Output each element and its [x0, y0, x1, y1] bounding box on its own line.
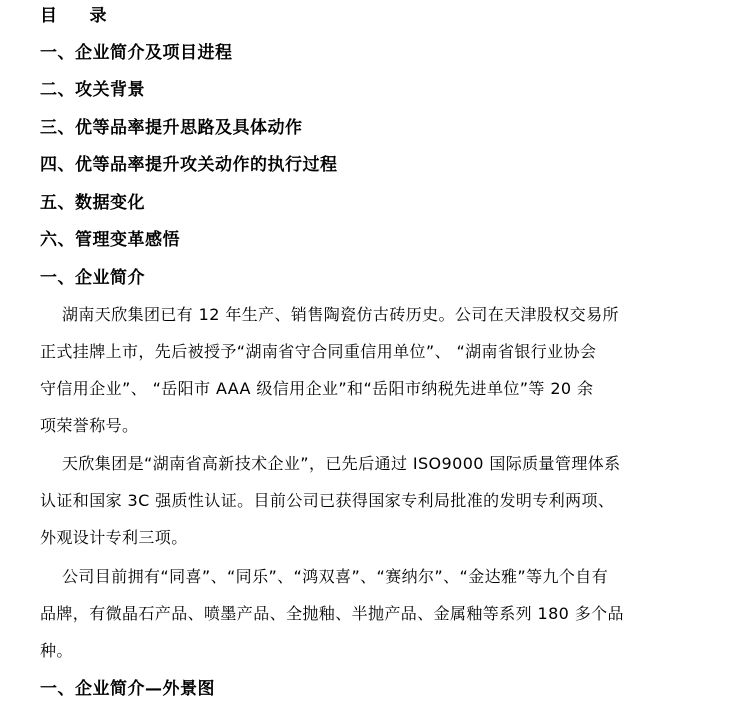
paragraph-line: 品牌，有微晶石产品、喷墨产品、全抛釉、半抛产品、金属釉等系列 180 多个品 — [40, 604, 624, 623]
toc-item-2: 二、攻关背景 — [40, 80, 145, 100]
paragraph-certifications — [40, 445, 710, 556]
paragraph-line: 外观设计专利三项。 — [40, 528, 188, 547]
paragraph-line: 湖南天欣集团已有 12 年生产、销售陶瓷仿古砖历史。公司在天津股权交易所 — [62, 305, 619, 324]
toc-item-1: 一、企业简介及项目进程 — [40, 43, 233, 63]
toc-item-6: 六、管理变革感悟 — [40, 230, 180, 250]
toc-title-char-2: 录 — [89, 6, 107, 26]
paragraph-line: 正式挂牌上市，先后被授予“湖南省守合同重信用单位”、 “湖南省银行业协会 — [40, 342, 597, 361]
paragraph-line: 公司目前拥有“同喜”、“同乐”、“鸿双喜”、“赛纳尔”、“金达雅”等九个自有 — [62, 567, 609, 586]
section-heading-exterior-photos: 一、企业简介—外景图 — [40, 679, 215, 699]
paragraph-line: 认证和国家 3C 强质性认证。目前公司已获得国家专利局批准的发明专利两项、 — [40, 491, 615, 510]
toc-title — [40, 4, 107, 28]
toc-title-char-1: 目 — [40, 6, 58, 26]
section-heading-company-intro: 一、企业简介 — [40, 268, 145, 288]
paragraph-line: 天欣集团是“湖南省高新技术企业”，已先后通过 ISO9000 国际质量管理体系 — [62, 454, 621, 473]
toc-item-5: 五、数据变化 — [40, 193, 145, 213]
paragraph-line: 守信用企业”、 “岳阳市 AAA 级信用企业”和“岳阳市纳税先进单位”等 20 余 — [40, 379, 594, 398]
toc-item-4: 四、优等品率提升攻关动作的执行过程 — [40, 155, 338, 175]
paragraph-line: 项荣誉称号。 — [40, 416, 139, 435]
paragraph-line: 种。 — [40, 641, 73, 660]
paragraph-brands — [40, 558, 710, 669]
paragraph-history — [40, 296, 710, 444]
toc-item-3: 三、优等品率提升思路及具体动作 — [40, 118, 303, 138]
